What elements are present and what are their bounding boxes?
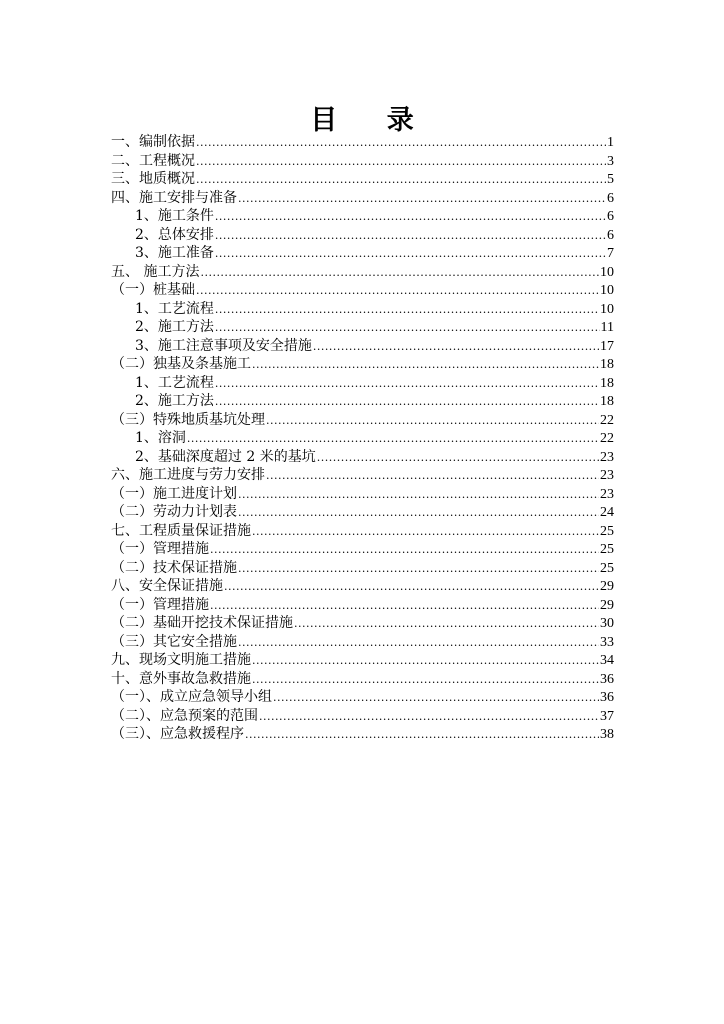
toc-entry[interactable] [111, 596, 614, 615]
toc-entry[interactable] [111, 651, 614, 670]
dot-leader [238, 504, 599, 523]
toc-entry-page: 29 [600, 597, 614, 613]
toc-entry-page: 33 [600, 634, 614, 650]
dot-leader [215, 301, 599, 320]
dot-leader [224, 578, 599, 597]
toc-entry-label: 2、总体安排 [135, 226, 214, 243]
toc-entry[interactable] [111, 189, 614, 208]
toc-entry-page: 36 [600, 671, 614, 687]
toc-entry-label: （二）独基及条基施工 [111, 356, 251, 372]
toc-entry-label: 三、地质概况 [111, 171, 195, 187]
toc-entry[interactable] [111, 448, 614, 467]
dot-leader [210, 597, 599, 616]
toc-entry[interactable] [111, 633, 614, 652]
toc-entry-label: 七、工程质量保证措施 [111, 522, 251, 539]
dot-leader [238, 190, 606, 209]
dot-leader [313, 338, 599, 357]
toc-entry-page: 6 [607, 190, 614, 206]
toc-entry-page: 24 [600, 505, 614, 520]
toc-entry[interactable] [111, 337, 614, 356]
toc-entry-page: 18 [600, 357, 614, 372]
dot-leader [196, 153, 606, 172]
dot-leader [238, 486, 599, 505]
toc-entry[interactable] [111, 207, 614, 226]
toc-entry-label: 四、施工安排与准备 [111, 189, 237, 206]
dot-leader [215, 245, 606, 264]
toc-entry[interactable] [111, 318, 614, 337]
dot-leader [238, 560, 599, 579]
toc-entry-page: 11 [600, 320, 614, 335]
toc-entry-label: （二）基础开挖技术保证措施 [111, 615, 293, 631]
toc-entry[interactable] [111, 152, 614, 171]
dot-leader [317, 449, 599, 468]
toc-entry-page: 36 [600, 690, 614, 705]
toc-entry-label: 五、 施工方法 [111, 263, 200, 280]
toc-entry[interactable] [111, 559, 614, 578]
toc-entry-page: 7 [607, 246, 614, 261]
toc-entry-page: 3 [607, 153, 614, 169]
toc-entry-page: 17 [600, 338, 614, 354]
dot-leader [196, 282, 599, 301]
toc-entry[interactable] [111, 263, 614, 282]
toc-entry[interactable] [111, 614, 614, 633]
toc-entry-page: 23 [600, 449, 614, 465]
toc-entry-label: 2、基础深度超过 2 米的基坑 [135, 448, 316, 465]
dot-leader [196, 171, 606, 190]
dot-leader [294, 615, 599, 634]
toc-entry-page: 10 [600, 283, 614, 298]
dot-leader [187, 430, 599, 449]
dot-leader [252, 523, 599, 542]
toc-entry[interactable] [111, 485, 614, 504]
dot-leader [252, 652, 599, 671]
toc-entry-label: （一）、成立应急领导小组 [111, 689, 272, 705]
dot-leader [196, 134, 606, 153]
toc-entry-page: 22 [600, 412, 614, 428]
toc-entry-page: 37 [600, 708, 614, 724]
toc-entry-label: 3、施工注意事项及安全措施 [135, 337, 312, 354]
toc-entry-label: 3、施工准备 [135, 245, 214, 261]
toc-entry[interactable] [111, 503, 614, 522]
toc-entry-page: 25 [600, 560, 614, 576]
toc-entry-label: （二）技术保证措施 [111, 559, 237, 576]
toc-entry-label: 二、工程概况 [111, 152, 195, 169]
toc-entry-label: 2、施工方法 [135, 319, 214, 335]
toc-entry-label: 九、现场文明施工措施 [111, 652, 251, 668]
toc-entry-page: 25 [600, 542, 614, 557]
toc-entry-page: 23 [600, 486, 614, 502]
toc-entry-page: 10 [600, 264, 614, 280]
toc-entry-label: 六、施工进度与劳力安排 [111, 467, 265, 483]
toc-entry-label: （二）劳动力计划表 [111, 504, 237, 520]
dot-leader [245, 726, 599, 745]
toc-entry-page: 30 [600, 616, 614, 631]
toc-entry-label: 1、工艺流程 [135, 300, 214, 317]
toc-entry-label: 1、溶洞 [135, 430, 186, 446]
toc-entry-label: 1、工艺流程 [135, 374, 214, 391]
toc-entry[interactable] [111, 300, 614, 319]
toc-entry-page: 18 [600, 394, 614, 409]
toc-entry-label: 一、编制依据 [111, 134, 195, 150]
dot-leader [200, 264, 599, 283]
page-title: 目 录 [310, 105, 434, 136]
dot-leader [215, 393, 599, 412]
toc-entry[interactable] [111, 429, 614, 448]
toc-entry[interactable] [111, 707, 614, 726]
toc-entry-page: 1 [607, 135, 614, 150]
toc-entry-page: 10 [600, 301, 614, 317]
toc-entry-label: （一）桩基础 [111, 282, 195, 298]
dot-leader [238, 634, 599, 653]
toc-entry-page: 29 [600, 579, 614, 594]
toc-entry-label: （三）其它安全措施 [111, 633, 237, 650]
dot-leader [215, 227, 606, 246]
dot-leader [252, 671, 599, 690]
toc-entry-page: 38 [600, 727, 614, 742]
toc-entry[interactable] [111, 170, 614, 189]
toc-entry-page: 25 [600, 523, 614, 539]
toc-entry-label: （一）管理措施 [111, 541, 209, 557]
toc-entry-label: （三）、应急救援程序 [111, 726, 244, 742]
toc-entry-label: 2、施工方法 [135, 393, 214, 409]
toc-entry[interactable] [111, 725, 614, 744]
toc-entry[interactable] [111, 540, 614, 559]
toc-entry-page: 18 [600, 375, 614, 391]
toc-entry[interactable] [111, 688, 614, 707]
toc-entry-label: 八、安全保证措施 [111, 578, 223, 594]
dot-leader [215, 375, 599, 394]
toc-entry[interactable] [111, 522, 614, 541]
toc-entry[interactable] [111, 281, 614, 300]
toc-entry-label: （一）管理措施 [111, 596, 209, 613]
dot-leader [252, 356, 599, 375]
dot-leader [215, 208, 606, 227]
toc-entry-page: 6 [607, 209, 614, 224]
toc-entry[interactable] [111, 466, 614, 485]
toc-entry-page: 23 [600, 468, 614, 483]
toc-entry-label: （一）施工进度计划 [111, 485, 237, 502]
dot-leader [266, 467, 599, 486]
dot-leader [273, 689, 599, 708]
toc-entry[interactable] [111, 244, 614, 263]
toc-entry-page: 22 [600, 431, 614, 446]
toc-entry-page: 34 [600, 653, 614, 668]
toc-entry[interactable] [111, 392, 614, 411]
toc-entry[interactable] [111, 577, 614, 596]
dot-leader [259, 708, 599, 727]
toc-entry[interactable] [111, 411, 614, 430]
toc-entry[interactable] [111, 355, 614, 374]
toc-entry-label: （三）特殊地质基坑处理 [111, 411, 265, 428]
toc-entry-page: 5 [607, 172, 614, 187]
dot-leader [215, 319, 600, 338]
toc-entry-page: 6 [607, 227, 614, 243]
toc-entry-label: 十、意外事故急救措施 [111, 670, 251, 687]
toc-entry[interactable] [111, 226, 614, 245]
dot-leader [210, 541, 599, 560]
toc-entry[interactable] [111, 670, 614, 689]
toc-entry-label: （二）、应急预案的范围 [111, 707, 258, 724]
toc-entry-label: 1、施工条件 [135, 208, 214, 224]
toc-entry[interactable] [111, 133, 614, 152]
toc-entry[interactable] [111, 374, 614, 393]
table-of-contents [111, 133, 614, 744]
dot-leader [266, 412, 599, 431]
